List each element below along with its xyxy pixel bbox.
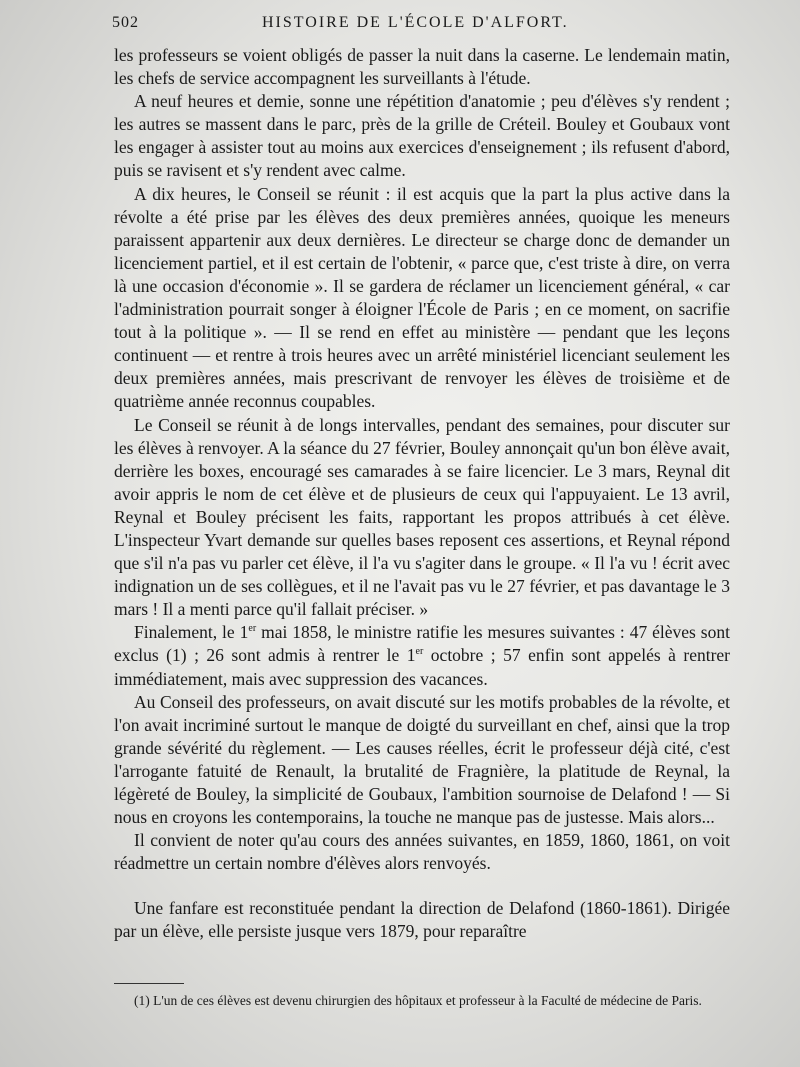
running-head bbox=[112, 14, 742, 36]
paragraph-1: les professeurs se voient obligés de passer la nuit dans la caserne. Le lendemain matin, les chefs de service accompagnent les surveillants à l'étude. bbox=[114, 45, 730, 89]
paragraph-5 bbox=[114, 621, 730, 690]
paragraph-4: Le Conseil se réunit à de longs intervalles, pendant des semaines, pour discuter sur les élèves à renvoyer. A la séance du 27 février, Bouley annonçait qu'un bon élève avait, derrière les boxes, encouragé ses camarades à se faire licencier. Le 3 mars, Reynal dit avoir appris le nom de cet élève et de plusieurs de ceux qui l'appuyaient. Le 13 avril, Reynal et Bouley précisent les faits, rapportant les propos attribués à cet élève. L'inspecteur Yvart demande sur quelles bases reposent ces assertions, et Reynal répond que s'il n'a pas vu parler cet élève, il l'a vu s'agiter dans le groupe. « Il l'a vu ! écrit avec indignation un de ses collègues, et il ne l'avait pas vu le 27 février, et pas davantage le 3 mars ! Il a menti parce qu'il fallait préciser. » bbox=[114, 414, 730, 620]
paragraph-2: A neuf heures et demie, sonne une répétition d'anatomie ; peu d'élèves s'y rendent ; les autres se massent dans le parc, près de la grille de Créteil. Bouley et Goubaux vont les engager à assister tout au moins aux exercices d'enseignement ; ils refusent d'abord, puis se ravisent et s'y rendent avec calme. bbox=[114, 91, 730, 181]
footnote: (1) L'un de ces élèves est devenu chirurgien des hôpitaux et professeur à la Faculté de médecine de Paris. bbox=[134, 993, 702, 1008]
footnote-rule bbox=[114, 983, 184, 984]
page-number: 502 bbox=[112, 14, 139, 31]
ordinal-superscript: er bbox=[248, 623, 257, 635]
paragraph-7: Il convient de noter qu'au cours des années suivantes, en 1859, 1860, 1861, on voit réadmettre un certain nombre d'élèves alors renvoyés. bbox=[114, 830, 730, 874]
paragraph-8: Une fanfare est reconstituée pendant la direction de Delafond (1860-1861). Dirigée par un élève, elle persiste jusque vers 1879, pour reparaître bbox=[114, 898, 730, 942]
ordinal-superscript: er bbox=[415, 646, 424, 658]
paragraph-6: Au Conseil des professeurs, on avait discuté sur les motifs probables de la révolte, et l'on avait incriminé surtout le manque de doigté du surveillant en chef, ainsi que la trop grande sévérité du règlement. — Les causes réelles, écrit le professeur déjà cité, c'est l'arrogante fatuité de Renault, la brutalité de Fragnière, la platitude de Reynal, la légèreté de Bouley, la simplicité de Goubaux, l'ambition sournoise de Delafond ! — Si nous en croyons les contemporains, la touche ne manque pas de justesse. Mais alors... bbox=[114, 691, 730, 828]
paragraph-5-part-b: mai 1858, le ministre ratifie les mesures suivantes : 47 élèves sont exclus (1) ; 26 sont admis à rentrer le 1 bbox=[114, 622, 730, 666]
paragraph-5-part-c: octobre ; 57 enfin sont appelés à rentrer immédiatement, mais avec suppression des vacances. bbox=[114, 645, 730, 689]
paragraph-3: A dix heures, le Conseil se réunit : il est acquis que la part la plus active dans la révolte a été prise par les élèves des deux premières années, quoique les meneurs paraissent appartenir aux deux dernières. Le directeur se charge donc de demander un licenciement partiel, et il est certain de l'obtenir, « parce que, c'est triste à dire, on verra là une occasion d'économie ». Il se gardera de réclamer un licenciement général, « car l'administration pourrait songer à éloigner l'École de Paris ; en ce moment, on sacrifie tout à la politique ». — Il se rend en effet au ministère — pendant que les leçons continuent — et rentre à trois heures avec un arrêté ministériel licenciant seulement les deux premières années, mais prescrivant de renvoyer les élèves de troisième et de quatrième année reconnus coupables. bbox=[114, 183, 730, 412]
paragraph-5-part-a: Finalement, le 1 bbox=[134, 622, 249, 643]
body-text bbox=[114, 44, 730, 944]
running-title: HISTOIRE DE L'ÉCOLE D'ALFORT. bbox=[262, 14, 569, 31]
